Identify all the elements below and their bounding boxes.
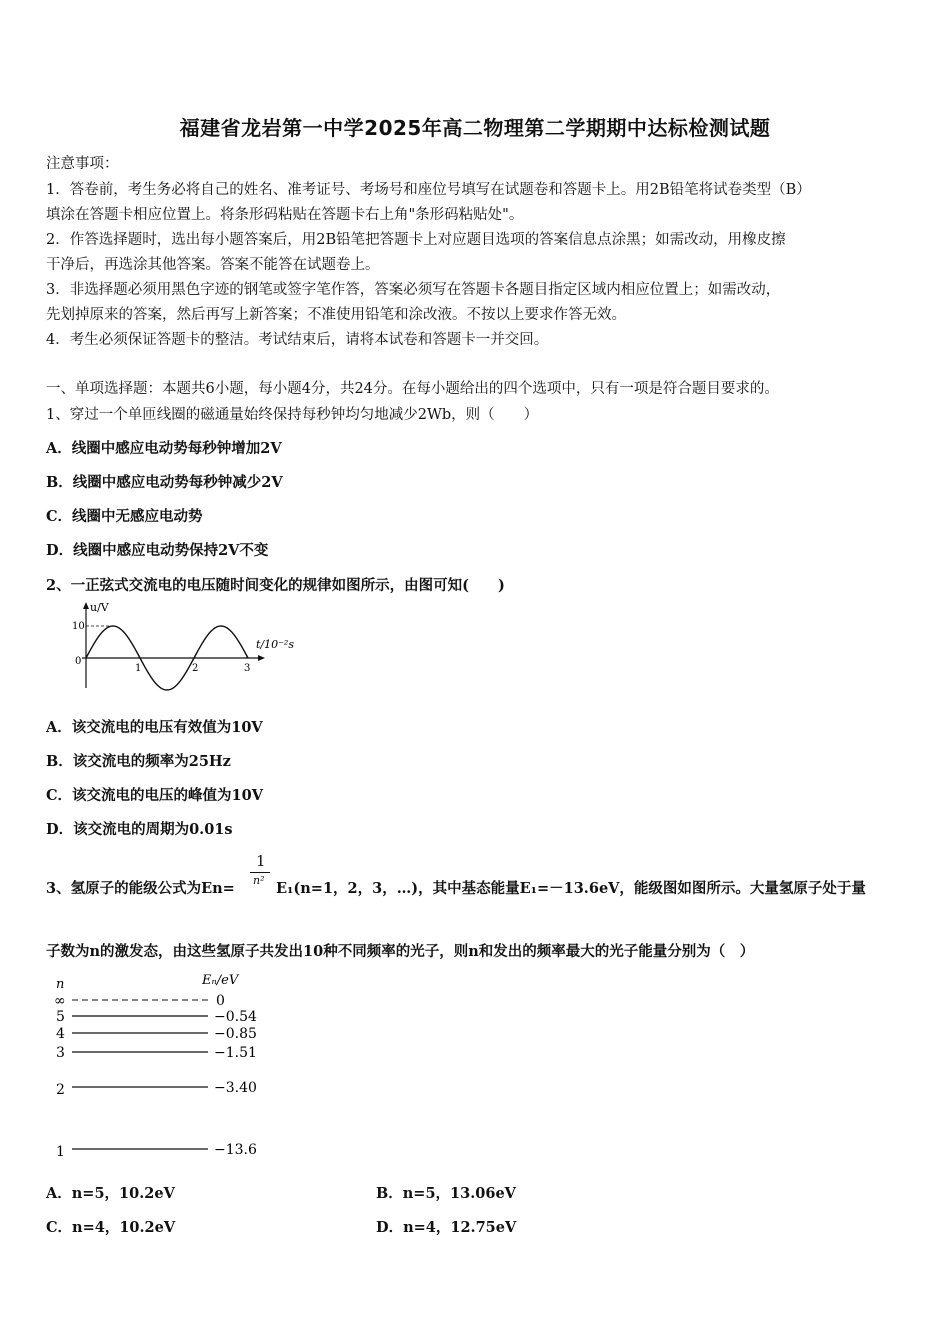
notice-line: 2．作答选择题时，选出每小题答案后，用2B铅笔把答题卡上对应题目选项的答案信息点涂黑；如需改动，用橡皮擦 [46,232,786,248]
graph-xtick: 1 [135,663,142,674]
q2-stem: 2、一正弦式交流电的电压随时间变化的规律如图所示，由图可知( ) [46,577,505,594]
level-n-3: 3 [56,1045,65,1061]
section-heading: 一、单项选择题：本题共6小题，每小题4分，共24分。在每小题给出的四个选项中，只有一项是符合题目要求的。 [46,381,779,397]
level-n-4: 4 [56,1026,65,1042]
q1-option-d: D．线圈中感应电动势保持2V不变 [46,542,269,559]
notice-line: 先划掉原来的答案，然后再写上新答案；不准使用铅笔和涂改液。不按以上要求作答无效。 [46,307,626,323]
graph-xlabel: t/10⁻²s [256,638,294,651]
level-e-2: −3.40 [214,1080,257,1096]
level-e-inf: 0 [216,993,225,1009]
level-e-4: −0.85 [214,1026,257,1042]
notice-line: 3．非选择题必须用黑色字迹的钢笔或签字笔作答，答案必须写在答题卡各题目指定区域内相应位置上；如需改动， [46,282,781,298]
graph-ytick: 10 [72,621,85,632]
diagram-n-label: n [56,977,65,992]
notice-line: 1．答卷前，考生务必将自己的姓名、准考证号、考场号和座位号填写在试题卷和答题卡上。用2B铅笔将试卷类型（B） [46,182,811,198]
q3-stem-line2: 子数为n的激发态，由这些氢原子共发出10种不同频率的光子，则n和发出的频率最大的光子能量分别为（ ） [46,943,755,960]
q3-option-d: D．n=4，12.75eV [376,1219,517,1236]
level-n-5: 5 [56,1009,65,1025]
level-e-1: −13.6 [214,1142,257,1158]
q3-option-a: A．n=5，10.2eV [46,1185,175,1202]
energy-level-diagram [50,968,290,1164]
q2-option-a: A．该交流电的电压有效值为10V [46,719,263,736]
q1-option-b: B．线圈中感应电动势每秒钟减少2V [46,474,283,491]
level-n-1: 1 [56,1144,65,1160]
q1-option-a: A．线圈中感应电动势每秒钟增加2V [46,440,282,457]
notice-line: 填涂在答题卡相应位置上。将条形码粘贴在答题卡右上角"条形码粘贴处"。 [46,207,524,223]
graph-xtick: 2 [192,663,199,674]
graph-origin: 0 [75,656,82,667]
q2-option-d: D．该交流电的周期为0.01s [46,821,233,838]
page-title: 福建省龙岩第一中学2025年高二物理第二学期期中达标检测试题 [179,116,771,140]
q3-stem-part2: E₁(n=1，2，3，…)，其中基态能量E₁=－13.6eV，能级图如图所示。大量氢原子处于量 [276,880,866,897]
q2-option-c: C．该交流电的电压的峰值为10V [46,787,263,804]
level-e-3: −1.51 [214,1045,257,1061]
diagram-e-label: Eₙ/eV [202,973,239,988]
level-e-5: −0.54 [214,1009,257,1025]
q2-option-b: B．该交流电的频率为25Hz [46,753,231,770]
q3-option-c: C．n=4，10.2eV [46,1219,176,1236]
q1-stem: 1、穿过一个单匝线圈的磁通量始终保持每秒钟均匀地减少2Wb，则（ ） [46,407,539,423]
q3-fraction-denominator: n² [253,874,265,887]
q1-option-c: C．线圈中无感应电动势 [46,508,203,525]
q3-stem-part1: 3、氢原子的能级公式为En= [46,880,235,897]
graph-ylabel: u/V [90,601,109,614]
sine-voltage-graph [66,600,306,692]
notice-line: 4．考生必须保证答题卡的整洁。考试结束后，请将本试卷和答题卡一并交回。 [46,332,549,348]
notice-line: 干净后，再选涂其他答案。答案不能答在试题卷上。 [46,257,380,273]
q3-option-b: B．n=5，13.06eV [376,1185,516,1202]
q3-fraction-numerator: 1 [256,852,266,870]
level-n-2: 2 [56,1082,65,1098]
q3-fraction-bar [250,872,270,873]
level-n-inf: ∞ [54,993,66,1009]
graph-xtick: 3 [244,663,251,674]
notice-heading: 注意事项： [46,156,119,172]
